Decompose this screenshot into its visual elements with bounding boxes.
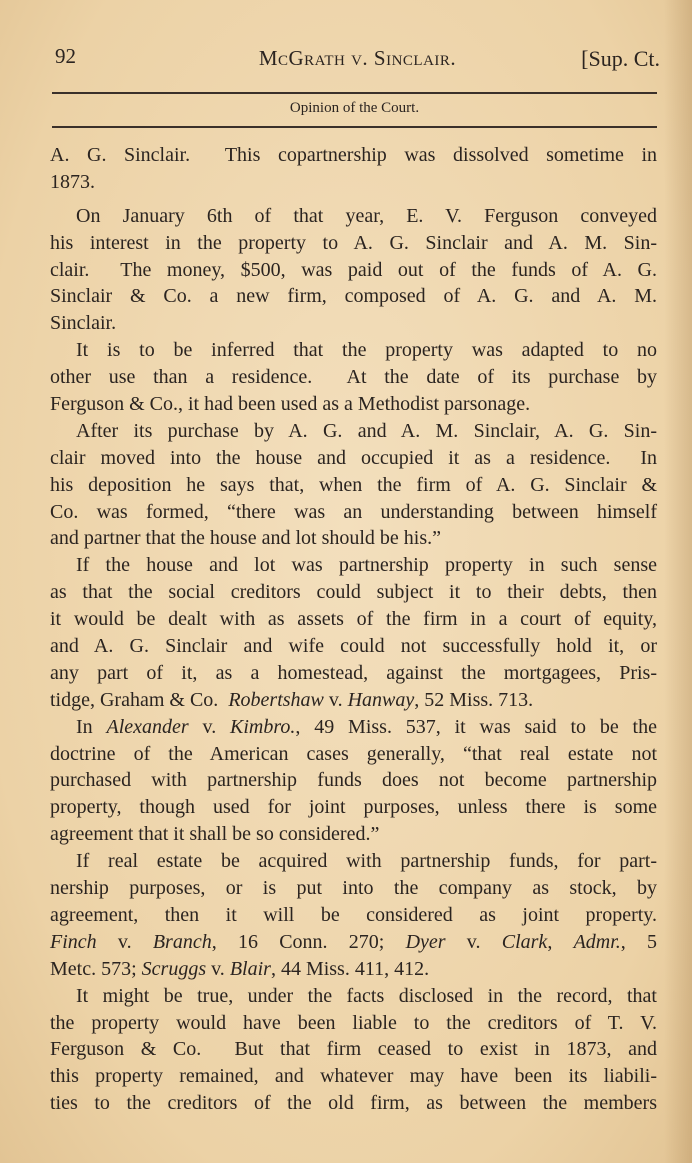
text-run: his deposition he says that, when the firm of A. G. Sinclair & bbox=[50, 473, 657, 496]
case-title: McGrath v. Sinclair. bbox=[258, 46, 457, 70]
section-subheader: Opinion of the Court. bbox=[289, 100, 420, 116]
paragraph bbox=[50, 203, 657, 337]
text-run: A. G. Sinclair. This copartnership was dissolved sometime in bbox=[50, 144, 657, 166]
paragraph bbox=[50, 552, 657, 713]
text-run: v. bbox=[188, 715, 231, 738]
text-run: If real estate be acquired with partnership funds, for part- bbox=[76, 850, 657, 873]
text-run: it would be dealt with as assets of the firm in a court of equity, bbox=[50, 608, 657, 631]
text-run: v. bbox=[445, 930, 502, 953]
text-line bbox=[50, 606, 657, 633]
text-line bbox=[50, 1063, 657, 1090]
text-line bbox=[50, 902, 657, 929]
text-line bbox=[50, 875, 657, 902]
text-line bbox=[50, 169, 657, 196]
case-citation-name: Hanway bbox=[347, 688, 415, 711]
text-run: Ferguson & Co. But that firm ceased to exist in 1873, and bbox=[50, 1038, 657, 1061]
text-run: It is to be inferred that the property was adapted to no bbox=[76, 339, 657, 362]
text-run: as that the social creditors could subject it to their debts, then bbox=[50, 581, 657, 604]
court-label: [Sup. Ct. bbox=[581, 46, 660, 71]
text-run: Co. was formed, “there was an understanding between himself bbox=[50, 500, 657, 523]
text-run: , 44 Miss. 411, 412. bbox=[270, 957, 430, 980]
case-citation-name: Admr. bbox=[573, 930, 621, 953]
text-line bbox=[50, 552, 657, 579]
text-line bbox=[50, 445, 657, 472]
text-run: It might be true, under the facts disclosed in the record, that bbox=[76, 984, 657, 1007]
text-line bbox=[50, 364, 657, 391]
text-run: , 52 Miss. 713. bbox=[414, 688, 534, 711]
text-run: purchased with partnership funds does not become partnership bbox=[50, 769, 657, 792]
text-run: , 5 bbox=[620, 930, 658, 953]
text-run: other use than a residence. At the date of its purchase by bbox=[50, 366, 657, 389]
text-run: , 49 Miss. 537, it was said to be the bbox=[295, 715, 657, 738]
case-citation-name: Scruggs bbox=[141, 957, 207, 980]
text-line bbox=[50, 142, 657, 169]
text-line bbox=[50, 472, 657, 499]
paragraph bbox=[50, 848, 657, 982]
text-line bbox=[50, 579, 657, 606]
text-run: , bbox=[547, 930, 574, 953]
case-citation-name: Blair bbox=[229, 957, 271, 980]
case-citation-name: Robertshaw bbox=[228, 688, 324, 711]
paragraph bbox=[50, 714, 657, 848]
text-run: v. bbox=[323, 688, 348, 711]
header-rule-bottom bbox=[52, 126, 657, 128]
text-run: Metc. 573; bbox=[50, 957, 142, 980]
text-run: this property remained, and whatever may have been its liabili- bbox=[50, 1065, 657, 1088]
running-header bbox=[55, 44, 660, 74]
text-line bbox=[50, 499, 657, 526]
text-line bbox=[50, 203, 657, 230]
text-run: Sinclair. bbox=[50, 312, 117, 335]
text-line bbox=[50, 821, 657, 848]
paragraph bbox=[50, 142, 657, 196]
page-edge-shadow bbox=[664, 0, 692, 1163]
text-run: If the house and lot was partnership property in such sense bbox=[76, 554, 657, 577]
paragraph bbox=[50, 983, 657, 1117]
text-line bbox=[50, 1010, 657, 1037]
text-line bbox=[50, 633, 657, 660]
text-run: any part of it, as a homestead, against the mortgagees, Pris- bbox=[50, 661, 657, 684]
text-line bbox=[50, 741, 657, 768]
text-line bbox=[50, 956, 657, 983]
text-line bbox=[50, 418, 657, 445]
text-run: , 16 Conn. 270; bbox=[211, 930, 406, 953]
case-citation-name: Dyer bbox=[405, 930, 446, 953]
text-run: tidge, Graham & Co. bbox=[50, 688, 229, 711]
text-run: nership purposes, or is put into the company as stock, by bbox=[50, 877, 657, 900]
opinion-text bbox=[50, 142, 657, 1117]
text-run: property, though used for joint purposes, unless there is some bbox=[50, 796, 657, 819]
text-run: agreement that it shall be so considered.” bbox=[50, 823, 380, 846]
case-citation-name: Kimbro. bbox=[230, 715, 296, 738]
case-citation-name: Clark bbox=[501, 930, 548, 953]
text-run: doctrine of the American cases generally, “that real estate not bbox=[50, 742, 657, 765]
case-citation-name: Branch bbox=[152, 930, 212, 953]
text-line bbox=[50, 687, 657, 714]
text-run: In bbox=[76, 715, 107, 738]
text-run: and partner that the house and lot should be his.” bbox=[50, 527, 442, 550]
text-line bbox=[50, 660, 657, 687]
text-line bbox=[50, 391, 657, 418]
text-line bbox=[50, 257, 657, 284]
text-run: Sinclair & Co. a new firm, composed of A. G. and A. M. bbox=[50, 285, 657, 308]
text-run: and A. G. Sinclair and wife could not successfully hold it, or bbox=[50, 635, 657, 658]
text-line bbox=[50, 929, 657, 956]
header-rule-top bbox=[52, 92, 657, 94]
text-run: v. bbox=[96, 930, 153, 953]
paragraph bbox=[50, 337, 657, 418]
text-run: Ferguson & Co., it had been used as a Methodist parsonage. bbox=[50, 393, 531, 416]
text-run: clair. The money, $500, was paid out of the funds of A. G. bbox=[50, 258, 657, 281]
page-number: 92 bbox=[55, 44, 76, 68]
text-run: agreement, then it will be considered as joint property. bbox=[50, 903, 657, 926]
text-line bbox=[50, 337, 657, 364]
text-run: After its purchase by A. G. and A. M. Sinclair, A. G. Sin- bbox=[76, 419, 657, 442]
text-line bbox=[50, 230, 657, 257]
text-run: On January 6th of that year, E. V. Ferguson conveyed bbox=[76, 204, 657, 227]
text-run: ties to the creditors of the old firm, as between the members bbox=[50, 1092, 657, 1115]
text-line bbox=[50, 714, 657, 741]
text-line bbox=[50, 1090, 657, 1117]
text-run: v. bbox=[206, 957, 230, 980]
case-citation-name: Finch bbox=[50, 930, 97, 953]
text-line bbox=[50, 1036, 657, 1063]
text-line bbox=[50, 848, 657, 875]
text-run: clair moved into the house and occupied it as a residence. In bbox=[50, 446, 657, 469]
text-run: 1873. bbox=[50, 170, 95, 193]
text-line bbox=[50, 983, 657, 1010]
text-line bbox=[50, 310, 657, 337]
text-run: the property would have been liable to the creditors of T. V. bbox=[50, 1011, 657, 1034]
text-line bbox=[50, 794, 657, 821]
case-citation-name: Alexander bbox=[106, 715, 189, 738]
text-line bbox=[50, 525, 657, 552]
paragraph bbox=[50, 418, 657, 552]
text-line bbox=[50, 283, 657, 310]
text-line bbox=[50, 767, 657, 794]
text-run: his interest in the property to A. G. Sinclair and A. M. Sin- bbox=[50, 231, 657, 254]
